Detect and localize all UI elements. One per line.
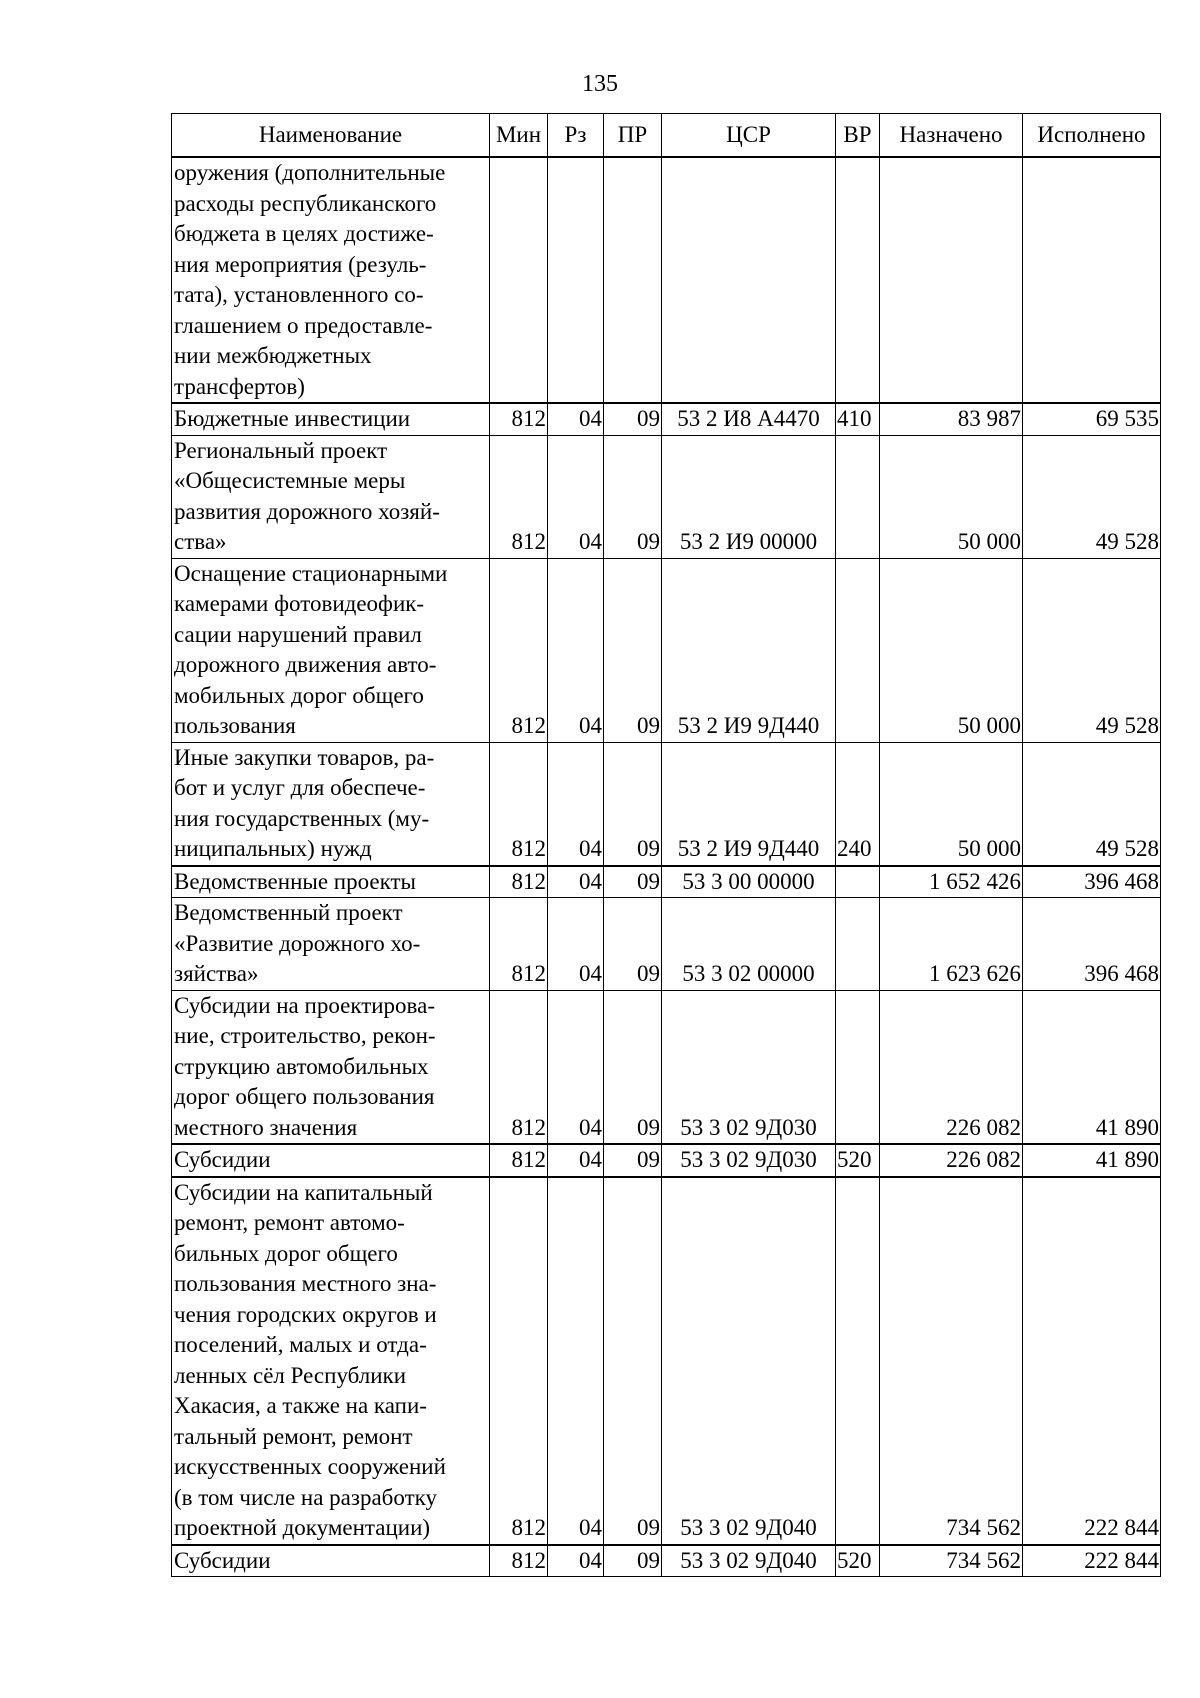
cell-min: 812 (490, 403, 548, 435)
cell-pr: 09 (604, 742, 662, 866)
cell-assigned (880, 157, 1023, 403)
cell-executed: 222 844 (1023, 1177, 1161, 1545)
cell-assigned: 226 082 (880, 1144, 1023, 1177)
cell-assigned: 226 082 (880, 990, 1023, 1144)
cell-name-line: ремонт, ремонт автомо- (174, 1210, 405, 1235)
cell-executed (1023, 157, 1161, 403)
cell-min: 812 (490, 1545, 548, 1577)
header-rz: Рз (548, 114, 604, 158)
cell-csr: 53 3 02 9Д040 (662, 1545, 836, 1577)
cell-name-line: (в том числе на разработку (174, 1484, 437, 1510)
cell-name-line: ниципальных) нужд (174, 836, 372, 861)
cell-name-line: «Общесистемные меры (174, 468, 406, 493)
cell-name-line: бюджета в целях достиже- (174, 221, 434, 246)
cell-min: 812 (490, 990, 548, 1144)
cell-name (172, 898, 490, 991)
cell-rz (548, 157, 604, 403)
cell-vr (836, 866, 880, 898)
cell-name-line: Субсидии на проектирова- (174, 992, 435, 1018)
cell-vr (836, 435, 880, 558)
cell-executed: 41 890 (1023, 1144, 1161, 1177)
cell-name-line: чения городских округов и (174, 1301, 437, 1327)
cell-csr: 53 3 02 9Д030 (662, 1144, 836, 1177)
cell-vr: 410 (836, 403, 880, 435)
cell-name-line: ние, строительство, рекон- (174, 1023, 436, 1048)
cell-rz: 04 (548, 1144, 604, 1177)
table-row (172, 558, 1161, 742)
cell-pr: 09 (604, 403, 662, 435)
cell-csr: 53 3 02 9Д040 (662, 1177, 836, 1545)
table-row (172, 157, 1161, 403)
cell-name-line: пользования (174, 713, 296, 738)
page-number: 135 (582, 71, 618, 97)
cell-pr: 09 (604, 558, 662, 742)
cell-name-line: расходы республиканского (174, 190, 437, 216)
cell-name (172, 866, 490, 898)
cell-csr: 53 3 00 00000 (662, 866, 836, 898)
cell-name-line: ленных сёл Республики (174, 1362, 407, 1388)
cell-rz: 04 (548, 990, 604, 1144)
cell-vr (836, 1177, 880, 1545)
header-executed: Исполнено (1023, 114, 1161, 158)
header-csr: ЦСР (662, 114, 836, 158)
table-row (172, 1545, 1161, 1577)
cell-name-line: мобильных дорог общего (174, 682, 424, 708)
cell-assigned: 1 623 626 (880, 898, 1023, 991)
header-vr: ВР (836, 114, 880, 158)
cell-name-line: струкцию автомобильных (174, 1053, 429, 1079)
cell-name-line: Оснащение стационарными (174, 560, 448, 586)
cell-name-line: бот и услуг для обеспече- (174, 775, 426, 800)
cell-name-line: ния государственных (му- (174, 805, 430, 831)
cell-name-line: Иные закупки товаров, ра- (174, 744, 435, 770)
table-row (172, 990, 1161, 1144)
cell-name-line: дорожного движения авто- (174, 652, 437, 677)
table-row (172, 1177, 1161, 1545)
cell-name-line: ства» (174, 529, 227, 554)
cell-assigned: 734 562 (880, 1545, 1023, 1577)
cell-pr: 09 (604, 898, 662, 991)
cell-vr (836, 898, 880, 991)
cell-assigned: 1 652 426 (880, 866, 1023, 898)
cell-vr: 240 (836, 742, 880, 866)
cell-assigned: 50 000 (880, 435, 1023, 558)
budget-table (171, 113, 1161, 1577)
cell-executed: 222 844 (1023, 1545, 1161, 1577)
header-pr: ПР (604, 114, 662, 158)
cell-name-line: сации нарушений правил (174, 621, 422, 647)
cell-name (172, 403, 490, 435)
header-name: Наименование (172, 114, 490, 158)
cell-vr (836, 990, 880, 1144)
cell-name-line: тата), установленного со- (174, 282, 424, 307)
cell-name-line: камерами фотовидеофик- (174, 591, 425, 616)
cell-name-line: оружения (дополнительные (174, 160, 446, 185)
cell-name-line: пользования местного зна- (174, 1271, 437, 1296)
cell-pr: 09 (604, 1545, 662, 1577)
table-row (172, 435, 1161, 558)
header-row (172, 114, 1161, 158)
cell-name (172, 1177, 490, 1545)
cell-min: 812 (490, 898, 548, 991)
table-row (172, 866, 1161, 898)
cell-executed: 49 528 (1023, 558, 1161, 742)
cell-min: 812 (490, 558, 548, 742)
cell-pr: 09 (604, 866, 662, 898)
cell-name-line: нии межбюджетных (174, 343, 372, 368)
table-row (172, 898, 1161, 991)
cell-name (172, 435, 490, 558)
cell-rz: 04 (548, 403, 604, 435)
cell-min: 812 (490, 742, 548, 866)
cell-assigned: 50 000 (880, 742, 1023, 866)
cell-name-line: Региональный проект (174, 437, 388, 463)
cell-executed: 49 528 (1023, 435, 1161, 558)
cell-assigned: 734 562 (880, 1177, 1023, 1545)
cell-name-line: глашением о предоставле- (174, 312, 433, 338)
cell-pr: 09 (604, 1144, 662, 1177)
cell-csr: 53 2 И8 А4470 (662, 403, 836, 435)
cell-name-line: бильных дорог общего (174, 1240, 398, 1266)
cell-pr: 09 (604, 435, 662, 558)
cell-rz: 04 (548, 1545, 604, 1577)
cell-csr (662, 157, 836, 403)
cell-name-line: «Развитие дорожного хо- (174, 930, 421, 956)
cell-executed: 396 468 (1023, 898, 1161, 991)
cell-min: 812 (490, 1177, 548, 1545)
cell-rz: 04 (548, 898, 604, 991)
cell-executed: 49 528 (1023, 742, 1161, 866)
cell-min: 812 (490, 866, 548, 898)
cell-rz: 04 (548, 558, 604, 742)
cell-min (490, 157, 548, 403)
cell-rz: 04 (548, 435, 604, 558)
table-row (172, 742, 1161, 866)
cell-vr (836, 558, 880, 742)
cell-csr: 53 2 И9 00000 (662, 435, 836, 558)
cell-name (172, 1144, 490, 1177)
cell-name (172, 742, 490, 866)
cell-executed: 69 535 (1023, 403, 1161, 435)
cell-rz: 04 (548, 742, 604, 866)
cell-name-line: Субсидии (174, 1547, 271, 1573)
cell-name (172, 558, 490, 742)
table-row (172, 403, 1161, 435)
cell-name-line: трансфертов) (174, 373, 305, 399)
cell-vr: 520 (836, 1144, 880, 1177)
header-min: Мин (490, 114, 548, 158)
cell-name-line: проектной документации) (174, 1515, 431, 1540)
cell-min: 812 (490, 435, 548, 558)
cell-name-line: ния мероприятия (резуль- (174, 251, 427, 277)
cell-pr: 09 (604, 1177, 662, 1545)
cell-name-line: Бюджетные инвестиции (174, 406, 411, 431)
cell-name-line: Ведомственный проект (174, 900, 403, 925)
cell-name-line: развития дорожного хозяй- (174, 498, 440, 524)
cell-rz: 04 (548, 866, 604, 898)
cell-pr: 09 (604, 990, 662, 1144)
header-assigned: Назначено (880, 114, 1023, 158)
cell-name-line: дорог общего пользования (174, 1084, 435, 1109)
cell-rz: 04 (548, 1177, 604, 1545)
cell-name-line: Субсидии (174, 1147, 271, 1172)
cell-executed: 41 890 (1023, 990, 1161, 1144)
cell-name-line: искусственных сооружений (174, 1454, 446, 1479)
cell-name (172, 990, 490, 1144)
cell-name-line: Субсидии на капитальный (174, 1179, 433, 1205)
cell-pr (604, 157, 662, 403)
cell-name-line: Хакасия, а также на капи- (174, 1393, 427, 1418)
cell-csr: 53 3 02 00000 (662, 898, 836, 991)
cell-name-line: Ведомственные проекты (174, 868, 416, 894)
cell-vr: 520 (836, 1545, 880, 1577)
cell-vr (836, 157, 880, 403)
cell-csr: 53 2 И9 9Д440 (662, 742, 836, 866)
cell-name-line: тальный ремонт, ремонт (174, 1423, 413, 1449)
cell-executed: 396 468 (1023, 866, 1161, 898)
cell-csr: 53 2 И9 9Д440 (662, 558, 836, 742)
cell-name-line: местного значения (174, 1114, 358, 1140)
cell-min: 812 (490, 1144, 548, 1177)
cell-assigned: 83 987 (880, 403, 1023, 435)
cell-csr: 53 3 02 9Д030 (662, 990, 836, 1144)
cell-name-line: зяйства» (174, 961, 259, 986)
cell-assigned: 50 000 (880, 558, 1023, 742)
cell-name (172, 1545, 490, 1577)
table-row (172, 1144, 1161, 1177)
table-body (172, 157, 1161, 1577)
cell-name (172, 157, 490, 403)
cell-name-line: поселений, малых и отда- (174, 1332, 427, 1357)
